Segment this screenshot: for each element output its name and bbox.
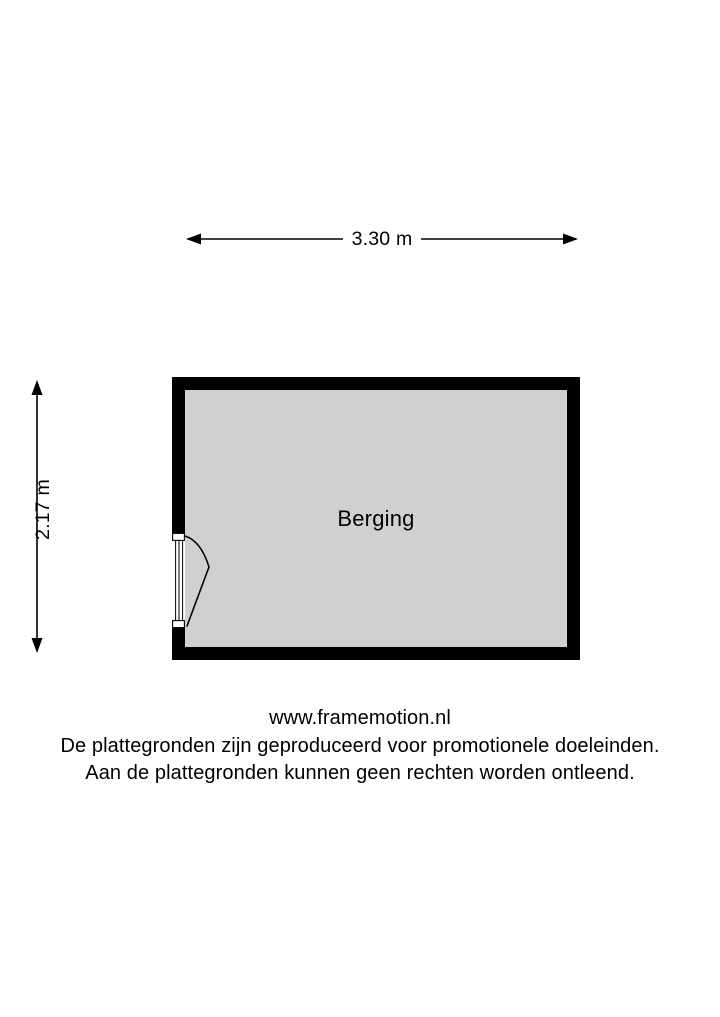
- footer-disclaimer-line-2: Aan de plattegronden kunnen geen rechten worden ontleend.: [85, 762, 635, 784]
- width-dimension: [186, 222, 578, 256]
- footer: [0, 703, 720, 787]
- depth-dimension: [22, 380, 52, 653]
- floor-fill: [185, 390, 567, 647]
- footer-disclaimer-line-1: De plattegronden zijn geproduceerd voor promotionele doeleinden.: [60, 735, 660, 757]
- width-dimension-label: 3.30 m: [186, 222, 578, 256]
- room-label: Berging: [337, 505, 415, 531]
- depth-dimension-label: 2.17 m: [32, 479, 54, 540]
- room-outline: [172, 377, 580, 660]
- room-berging: [172, 377, 580, 660]
- door-jamb-top: [173, 533, 185, 540]
- footer-website: www.framemotion.nl: [269, 707, 451, 729]
- door-jamb-bottom: [173, 621, 185, 628]
